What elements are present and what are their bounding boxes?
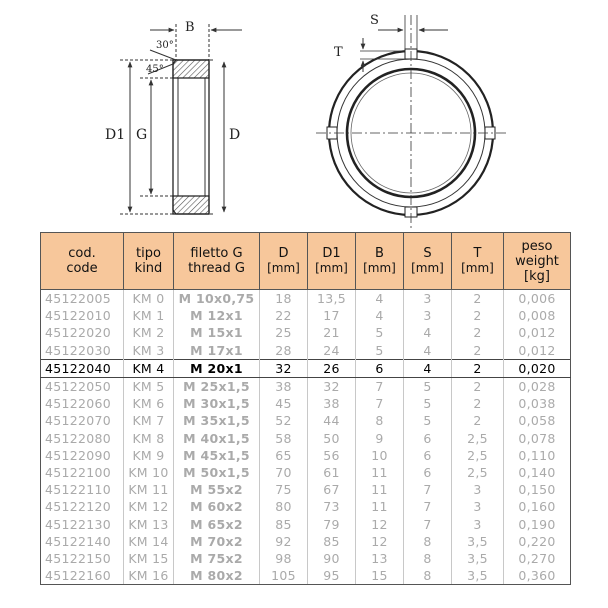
cell-s: 4 bbox=[404, 324, 452, 341]
cell-d: 70 bbox=[260, 464, 308, 481]
cell-code: 45122060 bbox=[41, 395, 124, 412]
cell-weight: 0,160 bbox=[504, 498, 571, 515]
header-d-unit: [mm] bbox=[267, 261, 300, 275]
cell-d: 65 bbox=[260, 447, 308, 464]
table-row bbox=[41, 515, 571, 532]
header-weight bbox=[504, 233, 571, 290]
cell-t: 3,5 bbox=[452, 533, 504, 550]
label-s: S bbox=[370, 13, 379, 28]
cell-d1: 90 bbox=[308, 550, 356, 567]
table-row bbox=[41, 550, 571, 567]
cell-thread: M 17x1 bbox=[174, 342, 260, 360]
header-s-name: S bbox=[423, 246, 432, 261]
front-view bbox=[316, 15, 506, 228]
header-b bbox=[356, 233, 404, 290]
cell-d1: 50 bbox=[308, 430, 356, 447]
cell-d1: 32 bbox=[308, 377, 356, 395]
label-chamfer-30: 30° bbox=[156, 40, 174, 51]
cell-d1: 85 bbox=[308, 533, 356, 550]
cell-d: 98 bbox=[260, 550, 308, 567]
cell-s: 8 bbox=[404, 550, 452, 567]
header-d bbox=[260, 233, 308, 290]
cell-code: 45122130 bbox=[41, 515, 124, 532]
header-weight-line2: weight bbox=[515, 253, 559, 269]
table-header-row bbox=[41, 233, 571, 290]
cell-s: 4 bbox=[404, 342, 452, 360]
cell-code: 45122040 bbox=[41, 359, 124, 377]
cell-d1: 13,5 bbox=[308, 290, 356, 308]
cell-kind: KM 3 bbox=[124, 342, 174, 360]
cell-t: 2,5 bbox=[452, 447, 504, 464]
header-code-line1: cod. bbox=[68, 246, 96, 261]
cell-s: 5 bbox=[404, 395, 452, 412]
cell-b: 12 bbox=[356, 515, 404, 532]
cell-weight: 0,012 bbox=[504, 342, 571, 360]
cell-d: 105 bbox=[260, 567, 308, 585]
cell-t: 3 bbox=[452, 481, 504, 498]
cell-thread: M 80x2 bbox=[174, 567, 260, 585]
cell-thread: M 70x2 bbox=[174, 533, 260, 550]
cell-b: 11 bbox=[356, 464, 404, 481]
cell-code: 45122160 bbox=[41, 567, 124, 585]
cell-kind: KM 11 bbox=[124, 481, 174, 498]
cell-kind: KM 14 bbox=[124, 533, 174, 550]
table-row bbox=[41, 307, 571, 324]
cell-d: 85 bbox=[260, 515, 308, 532]
table-row bbox=[41, 430, 571, 447]
cell-code: 45122050 bbox=[41, 377, 124, 395]
label-g: G bbox=[136, 127, 148, 143]
cell-s: 7 bbox=[404, 515, 452, 532]
header-thread-line2: thread G bbox=[188, 261, 245, 276]
cell-thread: M 50x1,5 bbox=[174, 464, 260, 481]
cell-code: 45122120 bbox=[41, 498, 124, 515]
cell-d1: 95 bbox=[308, 567, 356, 585]
cell-t: 2 bbox=[452, 377, 504, 395]
cell-thread: M 25x1,5 bbox=[174, 377, 260, 395]
cell-t: 3 bbox=[452, 498, 504, 515]
cell-weight: 0,006 bbox=[504, 290, 571, 308]
cell-weight: 0,270 bbox=[504, 550, 571, 567]
cell-d: 92 bbox=[260, 533, 308, 550]
cell-d: 38 bbox=[260, 377, 308, 395]
cell-kind: KM 13 bbox=[124, 515, 174, 532]
header-d1-name: D1 bbox=[322, 246, 341, 261]
cell-kind: KM 1 bbox=[124, 307, 174, 324]
table-row bbox=[41, 377, 571, 395]
cell-d1: 21 bbox=[308, 324, 356, 341]
cell-d1: 79 bbox=[308, 515, 356, 532]
cell-d1: 61 bbox=[308, 464, 356, 481]
cell-code: 45122140 bbox=[41, 533, 124, 550]
header-t-name: T bbox=[473, 246, 482, 261]
cell-d: 22 bbox=[260, 307, 308, 324]
cell-thread: M 65x2 bbox=[174, 515, 260, 532]
table-row bbox=[41, 447, 571, 464]
table-row bbox=[41, 567, 571, 585]
header-d-name: D bbox=[278, 246, 289, 261]
cell-kind: KM 15 bbox=[124, 550, 174, 567]
cell-d: 32 bbox=[260, 359, 308, 377]
cell-t: 2,5 bbox=[452, 464, 504, 481]
cell-b: 13 bbox=[356, 550, 404, 567]
cell-s: 6 bbox=[404, 447, 452, 464]
cell-code: 45122110 bbox=[41, 481, 124, 498]
cell-thread: M 20x1 bbox=[174, 359, 260, 377]
cell-t: 2 bbox=[452, 412, 504, 429]
cell-d: 80 bbox=[260, 498, 308, 515]
cell-b: 11 bbox=[356, 481, 404, 498]
cell-kind: KM 12 bbox=[124, 498, 174, 515]
header-kind-line1: tipo bbox=[136, 246, 161, 261]
cell-weight: 0,140 bbox=[504, 464, 571, 481]
cell-d1: 38 bbox=[308, 395, 356, 412]
cell-t: 2 bbox=[452, 342, 504, 360]
header-b-name: B bbox=[375, 246, 384, 261]
cell-code: 45122010 bbox=[41, 307, 124, 324]
cell-b: 4 bbox=[356, 307, 404, 324]
cell-b: 15 bbox=[356, 567, 404, 585]
cell-thread: M 30x1,5 bbox=[174, 395, 260, 412]
cell-d1: 17 bbox=[308, 307, 356, 324]
table-row bbox=[41, 498, 571, 515]
label-chamfer-45: 45° bbox=[146, 64, 164, 75]
cell-b: 7 bbox=[356, 377, 404, 395]
cell-d1: 73 bbox=[308, 498, 356, 515]
cell-d1: 56 bbox=[308, 447, 356, 464]
cell-b: 10 bbox=[356, 447, 404, 464]
cell-s: 8 bbox=[404, 567, 452, 585]
cell-t: 2 bbox=[452, 359, 504, 377]
cell-kind: KM 8 bbox=[124, 430, 174, 447]
table-row bbox=[41, 481, 571, 498]
cell-thread: M 40x1,5 bbox=[174, 430, 260, 447]
header-thread bbox=[174, 233, 260, 290]
table-row bbox=[41, 342, 571, 360]
cell-code: 45122005 bbox=[41, 290, 124, 308]
table-row bbox=[41, 533, 571, 550]
cell-t: 2 bbox=[452, 307, 504, 324]
cell-kind: KM 7 bbox=[124, 412, 174, 429]
cell-s: 5 bbox=[404, 377, 452, 395]
cell-b: 11 bbox=[356, 498, 404, 515]
cell-s: 8 bbox=[404, 533, 452, 550]
cell-thread: M 15x1 bbox=[174, 324, 260, 341]
cell-s: 7 bbox=[404, 481, 452, 498]
header-d1 bbox=[308, 233, 356, 290]
cell-t: 3,5 bbox=[452, 567, 504, 585]
header-t bbox=[452, 233, 504, 290]
cell-code: 45122150 bbox=[41, 550, 124, 567]
cell-d: 28 bbox=[260, 342, 308, 360]
cell-weight: 0,360 bbox=[504, 567, 571, 585]
cell-weight: 0,150 bbox=[504, 481, 571, 498]
label-t: T bbox=[334, 45, 343, 60]
header-b-unit: [mm] bbox=[363, 261, 396, 275]
header-kind bbox=[124, 233, 174, 290]
cell-t: 3 bbox=[452, 515, 504, 532]
cell-t: 2 bbox=[452, 324, 504, 341]
cell-s: 6 bbox=[404, 464, 452, 481]
cell-weight: 0,028 bbox=[504, 377, 571, 395]
cell-weight: 0,058 bbox=[504, 412, 571, 429]
cell-d1: 67 bbox=[308, 481, 356, 498]
cell-s: 7 bbox=[404, 498, 452, 515]
cell-kind: KM 10 bbox=[124, 464, 174, 481]
header-weight-line1: peso bbox=[521, 238, 553, 254]
header-code bbox=[41, 233, 124, 290]
cell-b: 12 bbox=[356, 533, 404, 550]
cell-kind: KM 2 bbox=[124, 324, 174, 341]
table-body bbox=[41, 290, 571, 585]
cell-thread: M 35x1,5 bbox=[174, 412, 260, 429]
cell-t: 3,5 bbox=[452, 550, 504, 567]
cell-b: 7 bbox=[356, 395, 404, 412]
side-section-view bbox=[120, 24, 242, 214]
cell-code: 45122090 bbox=[41, 447, 124, 464]
cell-code: 45122100 bbox=[41, 464, 124, 481]
cell-d: 45 bbox=[260, 395, 308, 412]
cell-code: 45122070 bbox=[41, 412, 124, 429]
cell-code: 45122020 bbox=[41, 324, 124, 341]
table-row bbox=[41, 324, 571, 341]
cell-thread: M 12x1 bbox=[174, 307, 260, 324]
cell-code: 45122080 bbox=[41, 430, 124, 447]
cell-thread: M 10x0,75 bbox=[174, 290, 260, 308]
cell-kind: KM 16 bbox=[124, 567, 174, 585]
cell-d: 58 bbox=[260, 430, 308, 447]
cell-d: 18 bbox=[260, 290, 308, 308]
cell-thread: M 60x2 bbox=[174, 498, 260, 515]
label-d1: D1 bbox=[105, 127, 126, 143]
cell-weight: 0,012 bbox=[504, 324, 571, 341]
cell-b: 4 bbox=[356, 290, 404, 308]
table-row bbox=[41, 395, 571, 412]
cell-weight: 0,078 bbox=[504, 430, 571, 447]
cell-code: 45122030 bbox=[41, 342, 124, 360]
cell-weight: 0,038 bbox=[504, 395, 571, 412]
cell-d: 25 bbox=[260, 324, 308, 341]
cell-d: 52 bbox=[260, 412, 308, 429]
cell-b: 5 bbox=[356, 342, 404, 360]
cell-d1: 26 bbox=[308, 359, 356, 377]
header-s bbox=[404, 233, 452, 290]
label-b: B bbox=[185, 20, 195, 35]
header-t-unit: [mm] bbox=[461, 261, 494, 275]
cell-kind: KM 6 bbox=[124, 395, 174, 412]
cell-b: 9 bbox=[356, 430, 404, 447]
header-kind-line2: kind bbox=[134, 261, 163, 276]
cell-weight: 0,110 bbox=[504, 447, 571, 464]
header-weight-unit: [kg] bbox=[524, 268, 550, 284]
cell-kind: KM 4 bbox=[124, 359, 174, 377]
lock-nut-specification-table bbox=[40, 232, 571, 585]
cell-thread: M 45x1,5 bbox=[174, 447, 260, 464]
table-row bbox=[41, 290, 571, 308]
cell-s: 3 bbox=[404, 307, 452, 324]
cell-s: 4 bbox=[404, 359, 452, 377]
cell-kind: KM 9 bbox=[124, 447, 174, 464]
cell-d1: 24 bbox=[308, 342, 356, 360]
lock-nut-technical-drawing bbox=[0, 0, 608, 232]
cell-s: 5 bbox=[404, 412, 452, 429]
cell-b: 6 bbox=[356, 359, 404, 377]
cell-thread: M 55x2 bbox=[174, 481, 260, 498]
label-d: D bbox=[229, 127, 241, 143]
cell-d1: 44 bbox=[308, 412, 356, 429]
cell-weight: 0,190 bbox=[504, 515, 571, 532]
cell-s: 3 bbox=[404, 290, 452, 308]
cell-t: 2,5 bbox=[452, 430, 504, 447]
cell-t: 2 bbox=[452, 395, 504, 412]
table-row bbox=[41, 412, 571, 429]
cell-d: 75 bbox=[260, 481, 308, 498]
cell-weight: 0,008 bbox=[504, 307, 571, 324]
header-s-unit: [mm] bbox=[411, 261, 444, 275]
cell-weight: 0,020 bbox=[504, 359, 571, 377]
table-row bbox=[41, 359, 571, 377]
table-row bbox=[41, 464, 571, 481]
header-code-line2: code bbox=[66, 261, 98, 276]
cell-weight: 0,220 bbox=[504, 533, 571, 550]
cell-thread: M 75x2 bbox=[174, 550, 260, 567]
header-d1-unit: [mm] bbox=[315, 261, 348, 275]
cell-kind: KM 0 bbox=[124, 290, 174, 308]
header-thread-line1: filetto G bbox=[190, 246, 243, 261]
cell-b: 5 bbox=[356, 324, 404, 341]
cell-b: 8 bbox=[356, 412, 404, 429]
cell-t: 2 bbox=[452, 290, 504, 308]
cell-kind: KM 5 bbox=[124, 377, 174, 395]
cell-s: 6 bbox=[404, 430, 452, 447]
